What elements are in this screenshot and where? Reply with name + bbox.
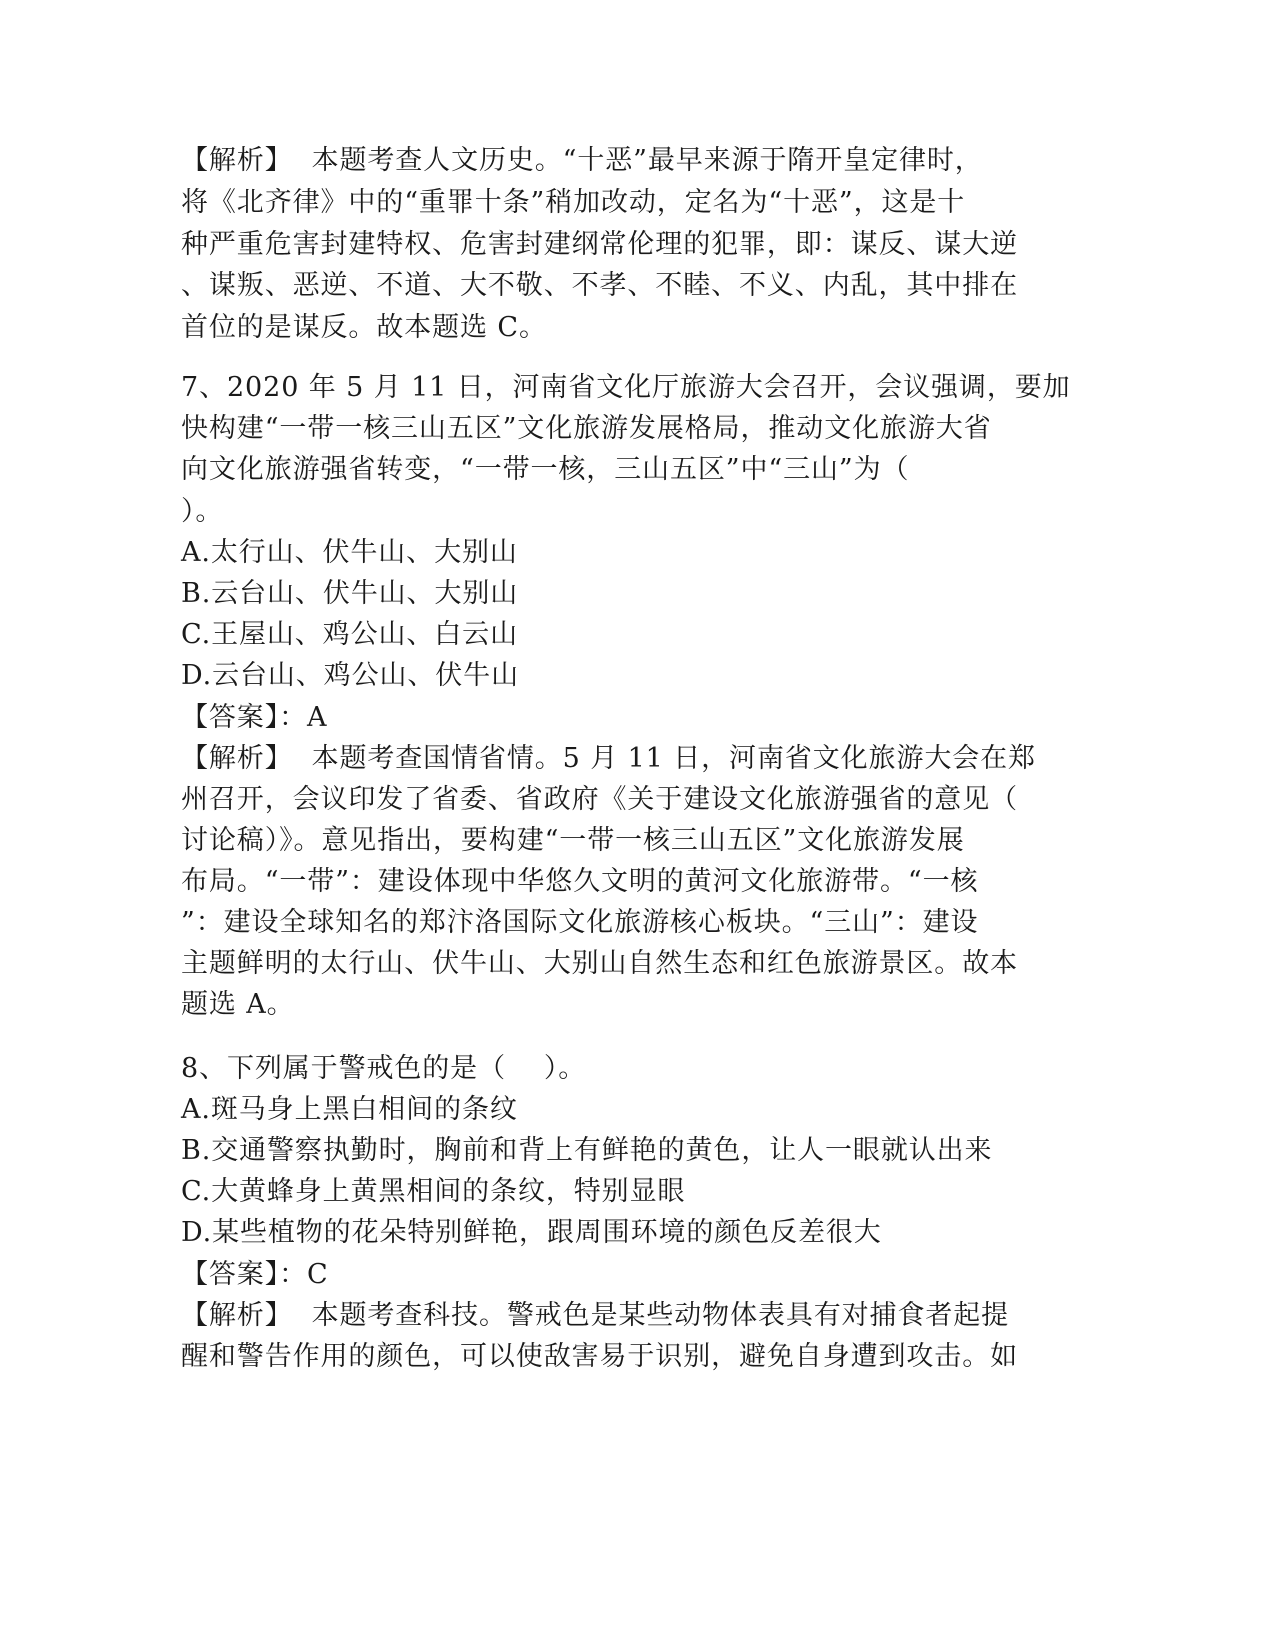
q7-option-a: A.太行山、伏牛山、大别山 xyxy=(181,537,518,568)
q6-analysis-line: 种严重危害封建特权、危害封建纲常伦理的犯罪，即：谋反、谋大逆 xyxy=(181,229,1018,260)
q7-answer: 【答案】：A xyxy=(181,702,328,733)
q8-option-b: B.交通警察执勤时，胸前和背上有鲜艳的黄色，让人一眼就认出来 xyxy=(181,1135,993,1166)
q6-analysis-line: 将《北齐律》中的“重罪十条”稍加改动，定名为“十恶”，这是十 xyxy=(181,187,966,218)
q7-option-b: B.云台山、伏牛山、大别山 xyxy=(181,578,519,609)
q8-option-d: D.某些植物的花朵特别鲜艳，跟周围环境的颜色反差很大 xyxy=(181,1217,882,1248)
q6-analysis-line: 首位的是谋反。故本题选 C。 xyxy=(181,312,547,343)
q7-analysis-line: 布局。“一带”：建设体现中华悠久文明的黄河文化旅游带。“一核 xyxy=(181,866,979,897)
q8-option-a: A.斑马身上黑白相间的条纹 xyxy=(181,1094,518,1125)
q7-analysis-line: 讨论稿）》。意见指出，要构建“一带一核三山五区”文化旅游发展 xyxy=(181,825,965,856)
q8-answer: 【答案】：C xyxy=(181,1259,329,1290)
q8-stem: 8、下列属于警戒色的是（ ）。 xyxy=(181,1053,587,1084)
q7-analysis-line: 题选 A。 xyxy=(181,989,295,1020)
q7-stem-line: 向文化旅游强省转变，“一带一核，三山五区”中“三山”为（ xyxy=(181,454,910,485)
q7-analysis-line: 【解析】 本题考查国情省情。5 月 11 日，河南省文化旅游大会在郑 xyxy=(181,743,1036,774)
q7-analysis-line: ”：建设全球知名的郑汴洛国际文化旅游核心板块。“三山”：建设 xyxy=(181,907,979,938)
q8-option-c: C.大黄蜂身上黄黑相间的条纹，特别显眼 xyxy=(181,1176,686,1207)
q7-stem-line: ）。 xyxy=(181,496,224,527)
q7-option-d: D.云台山、鸡公山、伏牛山 xyxy=(181,660,519,691)
q6-analysis-line: 【解析】 本题考查人文历史。“十恶”最早来源于隋开皇定律时， xyxy=(181,145,983,176)
q7-analysis-line: 州召开，会议印发了省委、省政府《关于建设文化旅游强省的意见（ xyxy=(181,784,1018,815)
q7-stem-line: 快构建“一带一核三山五区”文化旅游发展格局，推动文化旅游大省 xyxy=(181,413,992,444)
q8-analysis-line: 醒和警告作用的颜色，可以使敌害易于识别，避免自身遭到攻击。如 xyxy=(181,1341,1018,1372)
q7-analysis-line: 主题鲜明的太行山、伏牛山、大别山自然生态和红色旅游景区。故本 xyxy=(181,948,1018,979)
q7-option-c: C.王屋山、鸡公山、白云山 xyxy=(181,619,518,650)
q7-stem-line: 7、2020 年 5 月 11 日，河南省文化厅旅游大会召开，会议强调，要加 xyxy=(181,372,1071,403)
q6-analysis-line: 、谋叛、恶逆、不道、大不敬、不孝、不睦、不义、内乱，其中排在 xyxy=(181,270,1018,301)
q8-analysis-line: 【解析】 本题考查科技。警戒色是某些动物体表具有对捕食者起提 xyxy=(181,1300,1010,1331)
